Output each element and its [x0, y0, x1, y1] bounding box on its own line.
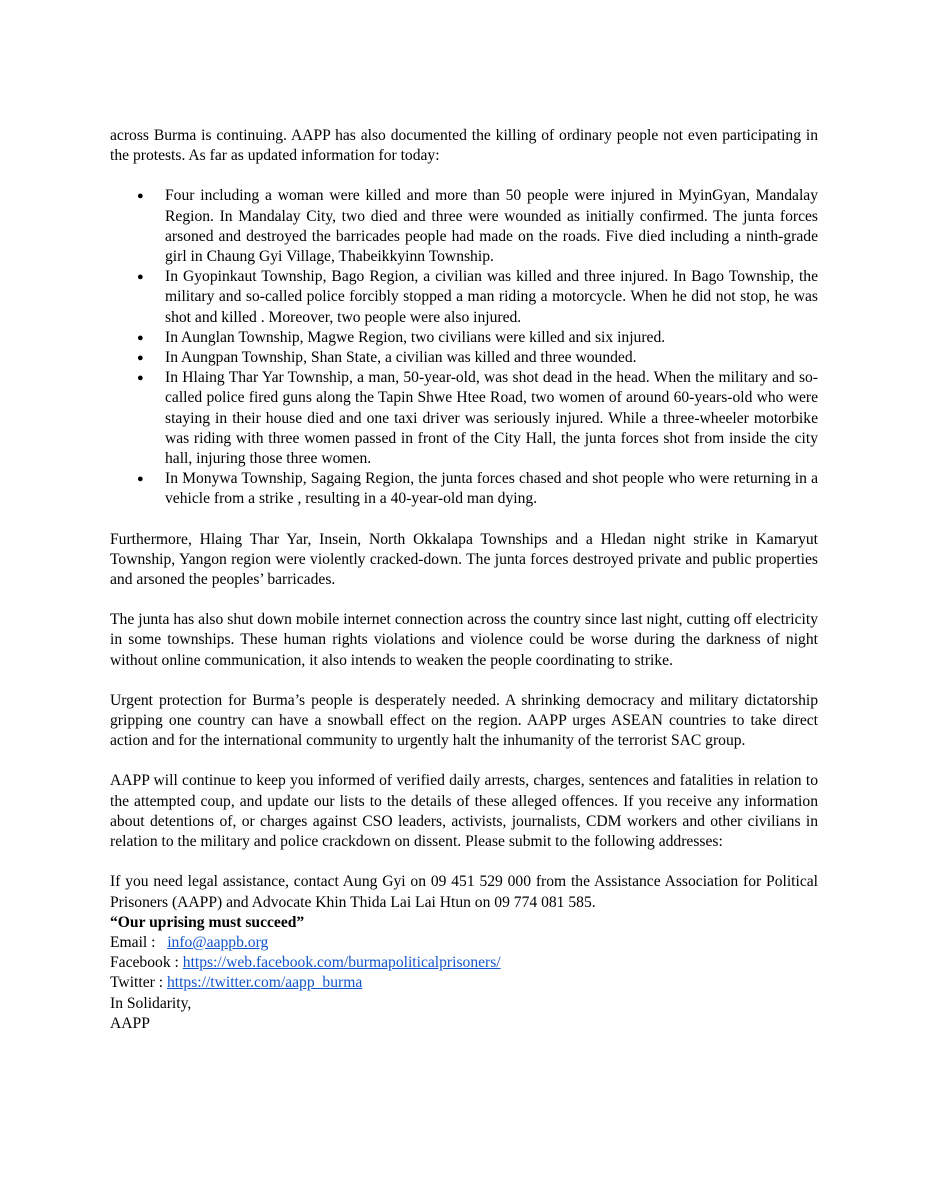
facebook-label: Facebook : — [110, 954, 179, 972]
email-link[interactable]: info@aappb.org — [167, 933, 269, 951]
list-item — [110, 328, 818, 348]
document-page — [110, 126, 818, 1034]
submission-paragraph: AAPP will continue to keep you informed of verified daily arrests, charges, sentences and fatalities in relation to the attempted coup, and update our lists to the details of these alleged offences. If you receive any information about detentions of, or charges against CSO leaders, activists, journalists, CDM workers and other civilians in relation to the military and police crackdown on dissent. Please submit to the following addresses: — [110, 772, 818, 851]
twitter-link[interactable]: https://twitter.com/aapp_burma — [166, 974, 363, 992]
bullet-icon: ● — [137, 331, 144, 344]
crackdown-paragraph: Furthermore, Hlaing Thar Yar, Insein, North Okkalapa Townships and a Hledan night strike in Kamaryut Township, Yangon region were violently cracked-down. The junta forces destroyed private and public properties and arsoned the peoples’ barricades. — [110, 530, 818, 589]
incident-list — [110, 186, 818, 509]
list-item — [110, 368, 818, 469]
closing: In Solidarity, — [110, 994, 192, 1012]
list-item — [110, 186, 818, 267]
signature: AAPP — [110, 1014, 150, 1032]
twitter-line — [110, 973, 818, 993]
urgent-protection-paragraph: Urgent protection for Burma’s people is desperately needed. A shrinking democracy and military dictatorship gripping one country can have a snowball effect on the region. AAPP urges ASEAN countries to take direct action and for the international community to urgently halt the inhumanity of the terrorist SAC group. — [110, 691, 818, 750]
list-item-text: Four including a woman were killed and more than 50 people were injured in MyinGyan, Mandalay Region. In Mandalay City, two died and three were wounded as initially confirmed. The junta forces arsoned and destroyed the barricades people had made on the roads. Five died including a ninth-grade girl in Chaung Gyi Village, Thabeikkyinn Township. — [165, 187, 818, 266]
facebook-link[interactable]: https://web.facebook.com/burmapoliticalprisoners/ — [182, 954, 501, 972]
list-item — [110, 469, 818, 509]
bullet-icon: ● — [137, 352, 144, 365]
internet-shutdown-paragraph: The junta has also shut down mobile internet connection across the country since last night, cutting off electricity in some townships. These human rights violations and violence could be worse during the darkness of night without online communication, it also intends to weaken the people coordinating to strike. — [110, 611, 818, 669]
list-item — [110, 267, 818, 328]
twitter-label: Twitter : — [110, 974, 164, 992]
list-item-text: In Aunglan Township, Magwe Region, two civilians were killed and six injured. — [165, 328, 666, 346]
slogan: “Our uprising must succeed” — [110, 913, 305, 931]
facebook-line — [110, 953, 818, 973]
intro-paragraph: across Burma is continuing. AAPP has also documented the killing of ordinary people not even participating in the protests. As far as updated information for today: — [110, 127, 818, 165]
bullet-icon: ● — [137, 190, 144, 203]
email-label: Email : — [110, 933, 156, 951]
email-line — [110, 933, 818, 953]
list-item-text: In Gyopinkaut Township, Bago Region, a civilian was killed and three injured. In Bago Township, the military and so-called police forcibly stopped a man riding a motorcycle. When he did not stop, he was shot and killed . Moreover, two people were also injured. — [165, 268, 818, 326]
list-item-text: In Hlaing Thar Yar Township, a man, 50-year-old, was shot dead in the head. When the military and so-called police fired guns along the Tapin Shwe Htee Road, two women of around 60-years-old who were staying in their house died and one taxi driver was seriously injured. While a three-wheeler motorbike was riding with three women passed in front of the City Hall, the junta forces shot from inside the city hall, injuring those three women. — [165, 369, 818, 468]
list-item-text: In Aungpan Township, Shan State, a civilian was killed and three wounded. — [165, 349, 637, 367]
bullet-icon: ● — [137, 271, 144, 284]
list-item — [110, 348, 818, 368]
list-item-text: In Monywa Township, Sagaing Region, the junta forces chased and shot people who were returning in a vehicle from a strike , resulting in a 40-year-old man dying. — [165, 470, 818, 508]
legal-assistance-paragraph: If you need legal assistance, contact Aung Gyi on 09 451 529 000 from the Assistance Association for Political Prisoners (AAPP) and Advocate Khin Thida Lai Lai Htun on 09 774 081 585. — [110, 873, 818, 911]
bullet-icon: ● — [137, 372, 144, 385]
bullet-icon: ● — [137, 473, 144, 486]
